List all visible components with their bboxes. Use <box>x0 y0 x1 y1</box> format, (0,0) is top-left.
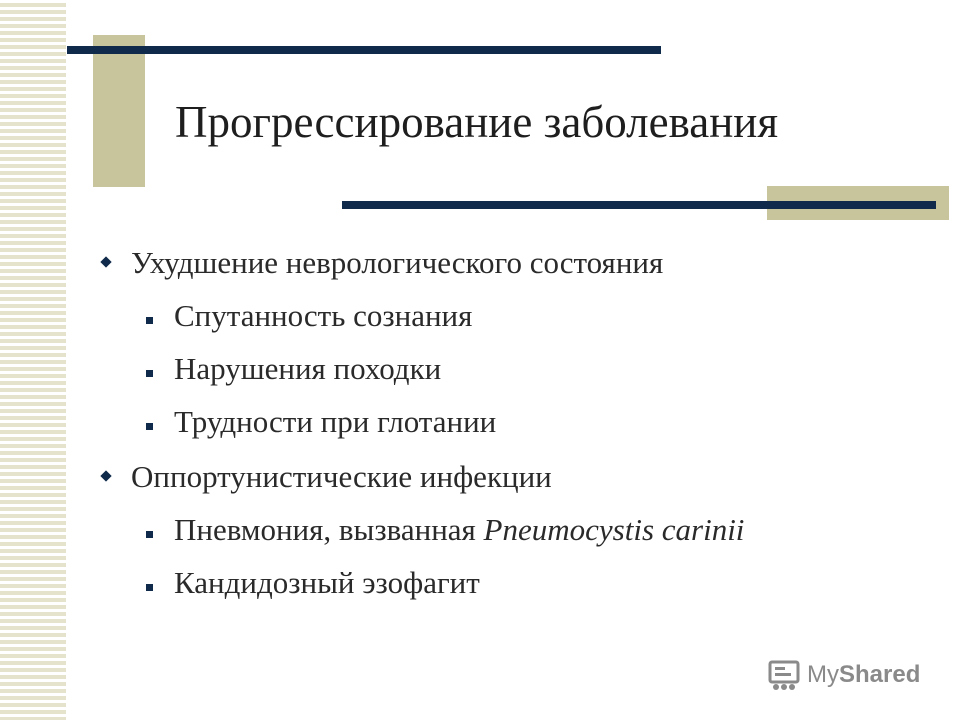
bullet-neurological: Ухудшение неврологического состояния <box>131 245 664 280</box>
subitem-confusion: Спутанность сознания <box>174 298 473 333</box>
watermark-text <box>807 661 920 689</box>
watermark-shared: Shared <box>839 661 921 688</box>
watermark-my: My <box>807 661 839 688</box>
left-stripe-decoration <box>0 0 68 720</box>
square-bullet-icon <box>146 531 153 538</box>
pneumonia-prefix: Пневмония, вызванная <box>174 512 484 547</box>
subitem-pneumonia <box>174 512 744 548</box>
subitem-swallowing: Трудности при глотании <box>174 404 497 439</box>
bullet-opportunistic: Оппортунистические инфекции <box>131 459 552 494</box>
myshared-watermark <box>767 657 927 697</box>
diamond-bullet-icon <box>100 470 111 481</box>
square-bullet-icon <box>146 317 153 324</box>
top-rule <box>67 46 661 54</box>
classroom-board-icon <box>767 659 801 695</box>
subitem-gait: Нарушения походки <box>174 351 442 386</box>
diamond-bullet-icon <box>100 256 111 267</box>
top-left-accent-block <box>93 35 145 187</box>
stripe-edge <box>66 0 68 720</box>
slide-title: Прогрессирование заболевания <box>175 97 779 147</box>
subitem-esophagitis: Кандидозный эзофагит <box>174 565 480 600</box>
square-bullet-icon <box>146 370 153 377</box>
pneumonia-organism: Pneumocystis carinii <box>483 512 745 547</box>
bottom-rule <box>342 201 936 209</box>
square-bullet-icon <box>146 423 153 430</box>
square-bullet-icon <box>146 584 153 591</box>
